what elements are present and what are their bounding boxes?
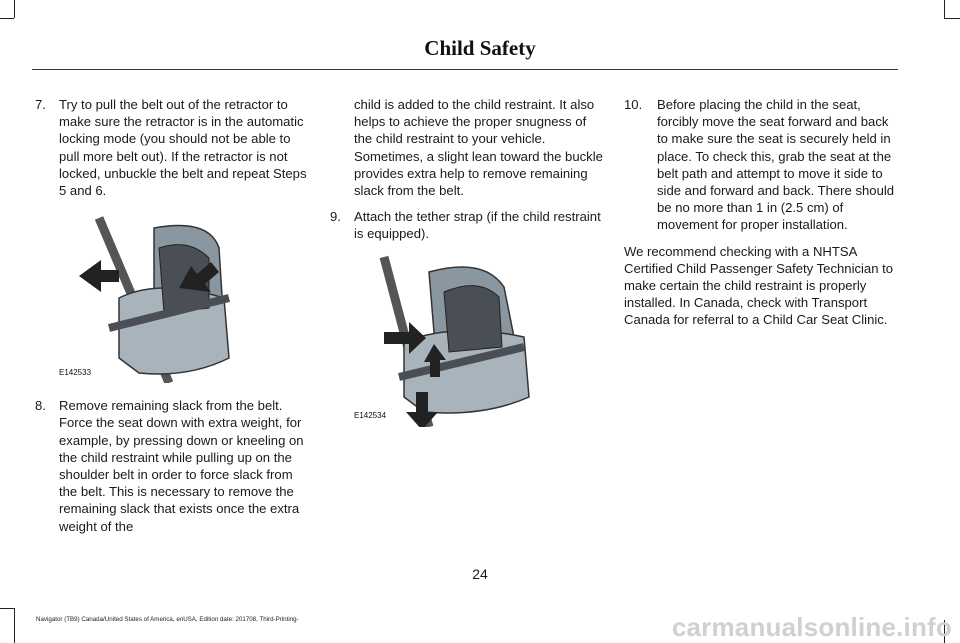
step-text: Before placing the child in the seat, forcibly move the seat forward and back to make sure the seat is securely held in place. To check this, grab the seat at the belt path and attempt to move it side to side and forward and back. There should be no more than 1 in (2.5 cm) of movement for proper installation.	[657, 97, 895, 233]
crop-mark-tl-h	[0, 18, 14, 19]
column-1	[35, 96, 307, 544]
crop-mark-bl-v	[14, 608, 15, 643]
step-text: Remove remaining slack from the belt. Force the seat down with extra weight, for example, by pressing down or kneeling on the child restraint while pulling up on the shoulder belt in order to force slack from the belt. This is necessary to remove the remaining slack that exists once the extra weight of the	[59, 398, 304, 534]
step-text: Try to pull the belt out of the retractor to make sure the retractor is in the automatic locking mode (you should not be able to pull more belt out). If the retractor is not locked, unbuckle the belt and repeat Steps 5 and 6.	[59, 97, 307, 199]
step-8	[35, 397, 307, 535]
step-9	[330, 208, 605, 242]
crop-mark-tr-h	[944, 18, 960, 19]
footer-edition: Navigator (TB9) Canada/United States of America, enUSA, Edition date: 201708, Third-Printing-	[36, 616, 299, 623]
page-title: Child Safety	[424, 36, 536, 60]
column-3	[624, 96, 896, 329]
watermark: carmanualsonline.info	[671, 612, 952, 642]
page-number: 24	[472, 566, 488, 582]
step-7	[35, 96, 307, 199]
header-rule	[32, 69, 898, 70]
crop-mark-tl-v	[14, 0, 15, 18]
recommendation-paragraph: We recommend checking with a NHTSA Certified Child Passenger Safety Technician to make certain the child restraint is properly installed. In Canada, check with Transport Canada for referral to a Child Car Seat Clinic.	[624, 243, 894, 328]
step-10	[624, 96, 896, 234]
figure-code: E142533	[59, 368, 92, 378]
crop-mark-bl-h	[0, 608, 14, 609]
step-number: 8.	[35, 398, 46, 414]
figure-car-seat-tether	[354, 252, 554, 427]
step-number: 7.	[35, 97, 46, 112]
step-text: Attach the tether strap (if the child restraint is equipped).	[354, 209, 601, 242]
car-seat-illustration	[354, 252, 554, 427]
figure-code: E142534	[354, 411, 387, 421]
crop-mark-tr-v	[944, 0, 945, 18]
step-8-continued: child is added to the child restraint. It also helps to achieve the proper snugness of the child restraint to your vehicle. Sometimes, a slight lean toward the buckle provides extra help to remove remaining slack from the belt.	[354, 97, 603, 199]
step-number: 9.	[330, 209, 341, 225]
column-2	[330, 96, 605, 441]
figure-car-seat-locking	[59, 208, 259, 383]
step-number: 10.	[624, 97, 643, 112]
car-seat-illustration	[59, 208, 259, 383]
